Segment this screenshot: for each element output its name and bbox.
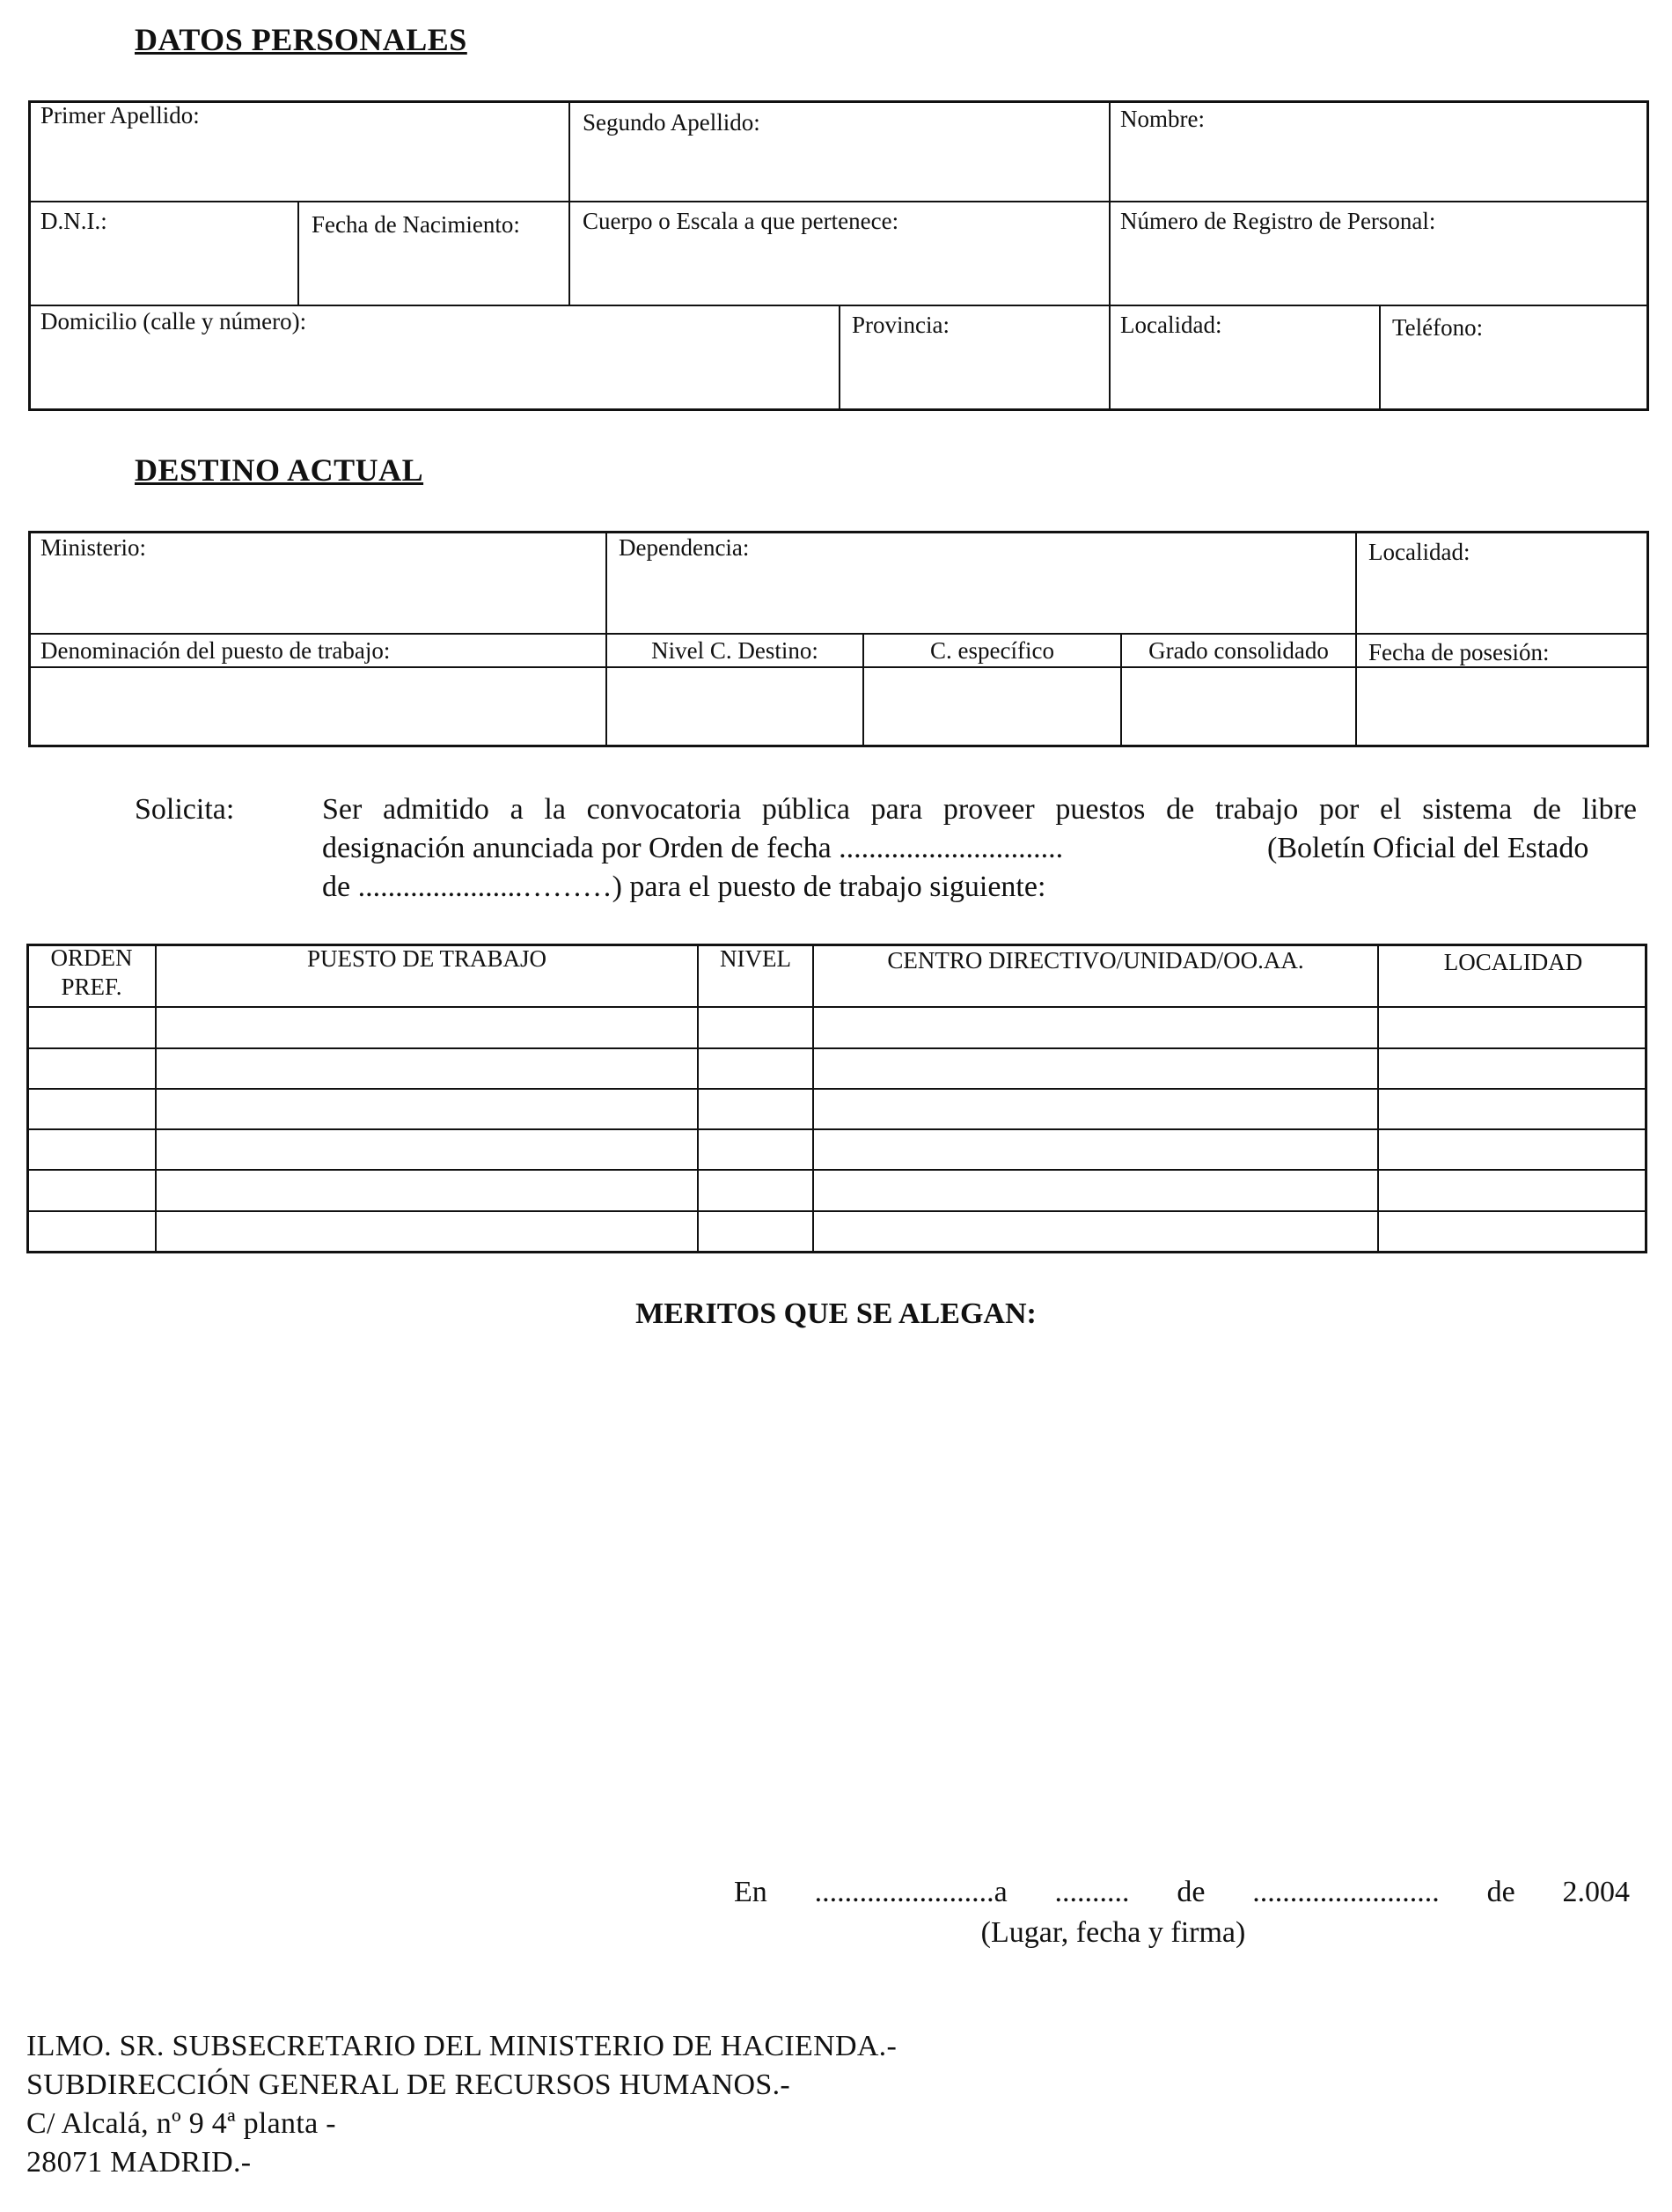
provincia-field[interactable]: Provincia: [852,312,950,338]
destinatario-line-4: 28071 MADRID.- [26,2146,252,2179]
nombre-field[interactable]: Nombre: [1120,106,1205,132]
dependencia-field[interactable]: Dependencia: [619,534,750,561]
nivel-destino-field[interactable]: Nivel C. Destino: [651,637,818,664]
solicita-label: Solicita: [135,793,235,826]
destino-actual-heading: DESTINO ACTUAL [135,452,424,488]
numero-registro-field[interactable]: Número de Registro de Personal: [1120,208,1436,234]
destinatario-line-2: SUBDIRECCIÓN GENERAL DE RECURSOS HUMANOS.- [26,2069,791,2101]
c-especifico-field[interactable]: C. específico [930,637,1054,664]
localidad-field[interactable]: Localidad: [1120,312,1222,338]
destinatario-line-3: C/ Alcalá, nº 9 4ª planta - [26,2107,336,2140]
puestos-table [26,944,1647,1253]
solicita-line-2a: designación anunciada por Orden de fecha .............................. [322,832,1064,864]
telefono-field[interactable]: Teléfono: [1392,314,1484,341]
fecha-nacimiento-field[interactable]: Fecha de Nacimiento: [312,211,520,238]
header-puesto: PUESTO DE TRABAJO [306,945,547,972]
domicilio-field[interactable]: Domicilio (calle y número): [40,308,307,334]
header-centro: CENTRO DIRECTIVO/UNIDAD/OO.AA. [887,947,1304,974]
primer-apellido-field[interactable]: Primer Apellido: [40,102,200,129]
solicita-line-2b: (Boletín Oficial del Estado [1267,832,1589,864]
header-localidad: LOCALIDAD [1443,949,1583,975]
solicita-line-3: de ......................………) para el puesto de trabajo siguiente: [322,871,1046,903]
segundo-apellido-field[interactable]: Segundo Apellido: [583,109,760,136]
grado-consolidado-field[interactable]: Grado consolidado [1148,637,1329,664]
header-orden: ORDEN [50,944,133,971]
cuerpo-escala-field[interactable]: Cuerpo o Escala a que pertenece: [583,208,899,234]
ministerio-field[interactable]: Ministerio: [40,534,146,561]
dni-field[interactable]: D.N.I.: [40,208,107,234]
firma-caption: (Lugar, fecha y firma) [980,1916,1246,1949]
datos-personales-heading: DATOS PERSONALES [135,22,467,57]
solicita-line-1: Ser admitido a la convocatoria pública para proveer puestos de trabajo por el sistema de libre [322,793,1637,826]
meritos-heading: MERITOS QUE SE ALEGAN: [635,1297,1037,1330]
destinatario-line-1: ILMO. SR. SUBSECRETARIO DEL MINISTERIO DE HACIENDA.- [26,2030,898,2062]
header-pref: PREF. [61,974,122,1000]
header-nivel: NIVEL [720,945,791,972]
destino-localidad-field[interactable]: Localidad: [1368,539,1470,565]
denominacion-puesto-field[interactable]: Denominación del puesto de trabajo: [40,637,391,664]
firma-line[interactable]: En ........................a .......... de ......................... de 2.004 [734,1876,1630,1908]
fecha-posesion-field[interactable]: Fecha de posesión: [1368,639,1550,665]
